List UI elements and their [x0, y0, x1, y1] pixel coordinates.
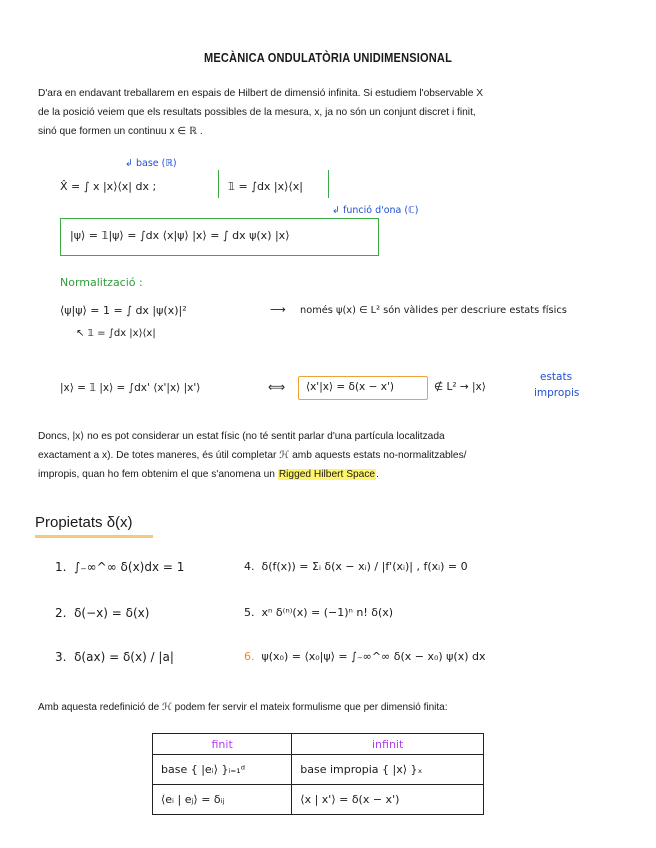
identity-reminder: ↖ 𝟙 = ∫dx |x⟩⟨x|	[76, 328, 156, 339]
base-annotation: ↲ base (ℝ)	[125, 158, 177, 169]
para2-line-2: exactament a x). De totes maneres, és útil completar ℋ amb aquests estats no-normalitzables/	[38, 450, 467, 461]
intro-line-1: D'ara en endavant treballarem en espais de Hilbert de dimensió infinita. Si estudiem l'observable X	[38, 88, 484, 99]
table-header-infinit: infinit	[292, 734, 484, 755]
table-row	[153, 785, 484, 815]
intro-line-3: sinó que formen un continuu x ∈ ℝ .	[38, 126, 203, 137]
table-cell: ⟨eᵢ | eⱼ⟩ = δᵢⱼ	[153, 785, 292, 815]
identity-resolution: 𝟙 = ∫dx |x⟩⟨x|	[228, 180, 303, 193]
table-header-finit: finit	[153, 734, 292, 755]
table-cell: base { |eᵢ⟩ }ᵢ₌₁ᵈ	[153, 755, 292, 785]
position-eigenstate-expansion: |x⟩ = 𝟙 |x⟩ = ∫dx' ⟨x'|x⟩ |x'⟩	[60, 382, 201, 394]
not-in-L2: ∉ L² → |x⟩	[434, 381, 486, 393]
rigged-hilbert-space-highlight: Rigged Hilbert Space	[278, 469, 376, 480]
property-3: 3. δ(ax) = δ(x) / |a|	[55, 650, 174, 664]
implies-arrow: ⟶	[270, 303, 286, 316]
table-cell: ⟨x | x'⟩ = δ(x − x')	[292, 785, 484, 815]
closing-text: Amb aquesta redefinició de ℋ podem fer servir el mateix formulisme que per dimensió finita:	[38, 702, 448, 713]
finite-infinite-table	[152, 733, 484, 815]
wavefunction-annotation: ↲ funció d'ona (ℂ)	[332, 205, 419, 216]
improper-states-label-1: estats	[540, 371, 573, 383]
property-6: 6. ψ(x₀) = ⟨x₀|ψ⟩ = ∫₋∞^∞ δ(x − x₀) ψ(x) dx	[244, 650, 486, 663]
arrow-down-left-icon: ↲	[332, 205, 340, 216]
table-header-row	[153, 734, 484, 755]
property-2: 2. δ(−x) = δ(x)	[55, 606, 150, 620]
position-operator-equation: X̂ = ∫ x |x⟩⟨x| dx ;	[60, 180, 157, 193]
iff-arrow: ⟺	[268, 380, 286, 394]
section-heading: Propietats δ(x)	[35, 514, 133, 531]
property-4: 4. δ(f(x)) = Σᵢ δ(x − xᵢ) / |f'(xᵢ)| , f(xᵢ) = 0	[244, 560, 468, 573]
intro-line-2: de la posició veiem que els resultats possibles de la mesura, x, ja no són un conjunt discret i finit,	[38, 107, 476, 118]
para2-line-1: Doncs, |x⟩ no es pot considerar un estat físic (no té sentit parlar d'una partícula localitzada	[38, 431, 445, 442]
normalization-note: només ψ(x) ∈ L² són vàlides per descriure estats físics	[300, 305, 567, 316]
property-1: 1. ∫₋∞^∞ δ(x)dx = 1	[55, 560, 185, 574]
state-expansion: |ψ⟩ = 𝟙|ψ⟩ = ∫dx ⟨x|ψ⟩ |x⟩ = ∫ dx ψ(x) |x⟩	[70, 229, 290, 242]
section-underline	[35, 535, 153, 538]
delta-orthonormality: ⟨x'|x⟩ = δ(x − x')	[306, 381, 394, 393]
normalization-equation: ⟨ψ|ψ⟩ = 1 = ∫ dx |ψ(x)|²	[60, 304, 187, 317]
para2-line-3: impropis, quan ho fem obtenim el que s'anomena un Rigged Hilbert Space.	[38, 469, 379, 480]
table-row	[153, 755, 484, 785]
arrow-down-left-icon: ↲	[125, 158, 133, 169]
improper-states-label-2: impropis	[534, 387, 580, 399]
page-title: MECÀNICA ONDULATÒRIA UNIDIMENSIONAL	[203, 50, 453, 65]
table-cell: base impropia { |x⟩ }ₓ	[292, 755, 484, 785]
property-5: 5. xⁿ δ⁽ⁿ⁾(x) = (−1)ⁿ n! δ(x)	[244, 606, 394, 619]
normalization-heading: Normalització :	[60, 276, 143, 289]
